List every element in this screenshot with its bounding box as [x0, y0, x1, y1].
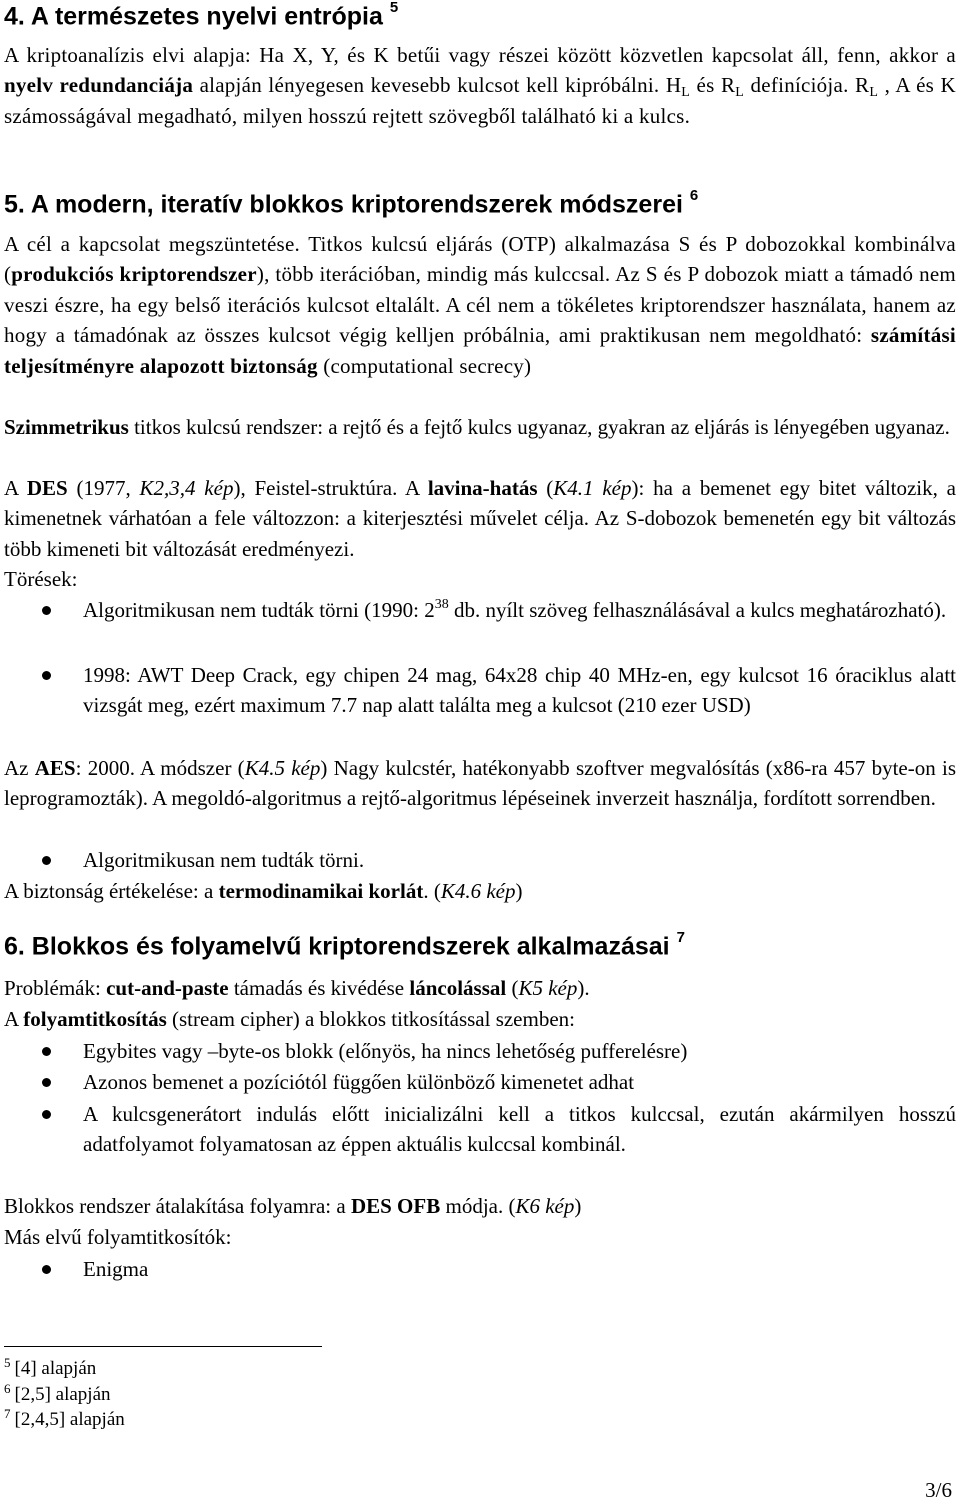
section-5-paragraph-1: A cél a kapcsolat megszüntetése. Titkos kulcsú eljárás (OTP) alkalmazása S és P dobozokkal kombinálva (produkciós kriptorendszer), több iterációban, mindig más kulccsal. Az S és P dobozok miatt a támadó nem veszi észre, ha egy belső iterációs kulcsot eltalált. A cél nem a tökéletes kriptorendszer használata, hanem az hogy a támadónak az összes kulcsot végig kelljen próbálnia, ami praktikusan nem megoldható: számítási teljesítményre alapozott biztonság (computational secrecy)	[4, 232, 956, 378]
bullet-icon	[42, 1078, 51, 1087]
list-item: 1998: AWT Deep Crack, egy chipen 24 mag, 64x28 chip 40 MHz-en, egy kulcsot 16 óraciklus alatt vizsgát meg, ezért maximum 7.7 nap alatt találta meg a kulcsot (210 ezer USD)	[83, 663, 956, 718]
footnote-6: $^6$ [2,5] alapján	[4, 1381, 111, 1405]
list-item: Egybites vagy –byte-os blokk (előnyös, ha nincs lehetőség pufferelésre)	[83, 1039, 688, 1063]
section-5-heading: 5. A modern, iteratív blokkos kriptorendszerek módszerei $^6$	[4, 187, 699, 219]
bullet-icon	[42, 671, 51, 680]
section-5-paragraph-3: A DES (1977, K2,3,4 kép), Feistel-struktúra. A lavina-hatás (K4.1 kép): ha a bemenet egy bitet változik, a kimenetnek várhatóan a fele változzon: a kiterjesztési művelet célja. Az S-dobozok bemenetén egy bit változás több kimeneti bit változását eredményezi.	[4, 476, 957, 561]
bullet-icon	[42, 1047, 51, 1056]
section-5-paragraph-2: Szimmetrikus titkos kulcsú rendszer: a rejtő és a fejtő kulcs ugyanaz, gyakran az eljárás is lényegében ugyanaz.	[4, 415, 950, 439]
page-number: 3/6	[925, 1478, 952, 1502]
bullet-icon	[42, 1110, 51, 1119]
list-item: Algoritmikusan nem tudták törni (1990: $2^{38}$ db. nyílt szöveg felhasználásával a kulcs meghatározható).	[83, 597, 947, 622]
section-6-paragraph-3: Blokkos rendszer átalakítása folyamra: a DES OFB módja. (K6 kép)	[4, 1194, 582, 1218]
footnote-ref-5[interactable]: 5	[389, 0, 399, 16]
footnote-5: $^5$ [4] alapján	[4, 1355, 97, 1379]
section-4-heading: 4. A természetes nyelvi entrópia $^5$	[4, 0, 399, 31]
section-6-paragraph-1: Problémák: cut-and-paste támadás és kivédése láncolással (K5 kép).	[4, 976, 590, 1000]
footnote-7: $^7$ [2,4,5] alapján	[4, 1406, 125, 1430]
section-5-paragraph-4: Az AES: 2000. A módszer (K4.5 kép) Nagy kulcstér, hatékonyabb szoftver megvalósítás (x86-ra 457 byte-on is leprogramozták). A megoldó-algoritmus a rejtő-algoritmus lépéseinek inverzeit használja, fordított sorrendben.	[4, 756, 956, 811]
footnote-ref-6[interactable]: 6	[689, 187, 699, 204]
footnote-divider	[4, 1346, 322, 1347]
footnote-ref-7[interactable]: 7	[676, 929, 685, 946]
bullet-icon	[42, 856, 51, 865]
section-6-paragraph-2: A folyamtitkosítás (stream cipher) a blokkos titkosítással szemben:	[4, 1007, 575, 1031]
list-item: Enigma	[83, 1257, 149, 1281]
list-item: Azonos bemenet a pozíciótól függően különböző kimenetet adhat	[83, 1070, 635, 1094]
bullet-icon	[42, 606, 51, 615]
section-6-heading: 6. Blokkos és folyamelvű kriptorendszerek alkalmazásai $^7$	[4, 929, 685, 961]
section-5-paragraph-5: A biztonság értékelése: a termodinamikai korlát. (K4.6 kép)	[4, 879, 523, 903]
list-item: A kulcsgenerátort indulás előtt inicializálni kell a titkos kulccsal, ezután akármilyen hosszú adatfolyamot folyamatosan az éppen aktuális kulccsal kombinál.	[83, 1102, 956, 1157]
bullet-icon	[42, 1265, 51, 1274]
toresek-label: Törések:	[4, 567, 78, 591]
section-6-paragraph-4: Más elvű folyamtitkosítók:	[4, 1225, 232, 1249]
list-item: Algoritmikusan nem tudták törni.	[83, 848, 365, 872]
section-4-paragraph: A kriptoanalízis elvi alapja: Ha X, Y, és K betűi vagy részei között közvetlen kapcsolat áll, fenn, akkor a nyelv redundanciája alapján lényegesen kevesebb kulcsot kell kipróbálni. $H_L$ és $R_L$ definíciója. $R_L$ , A és K számosságával megadható, milyen hosszú rejtett szövegből található ki a kulcs.	[4, 43, 956, 128]
